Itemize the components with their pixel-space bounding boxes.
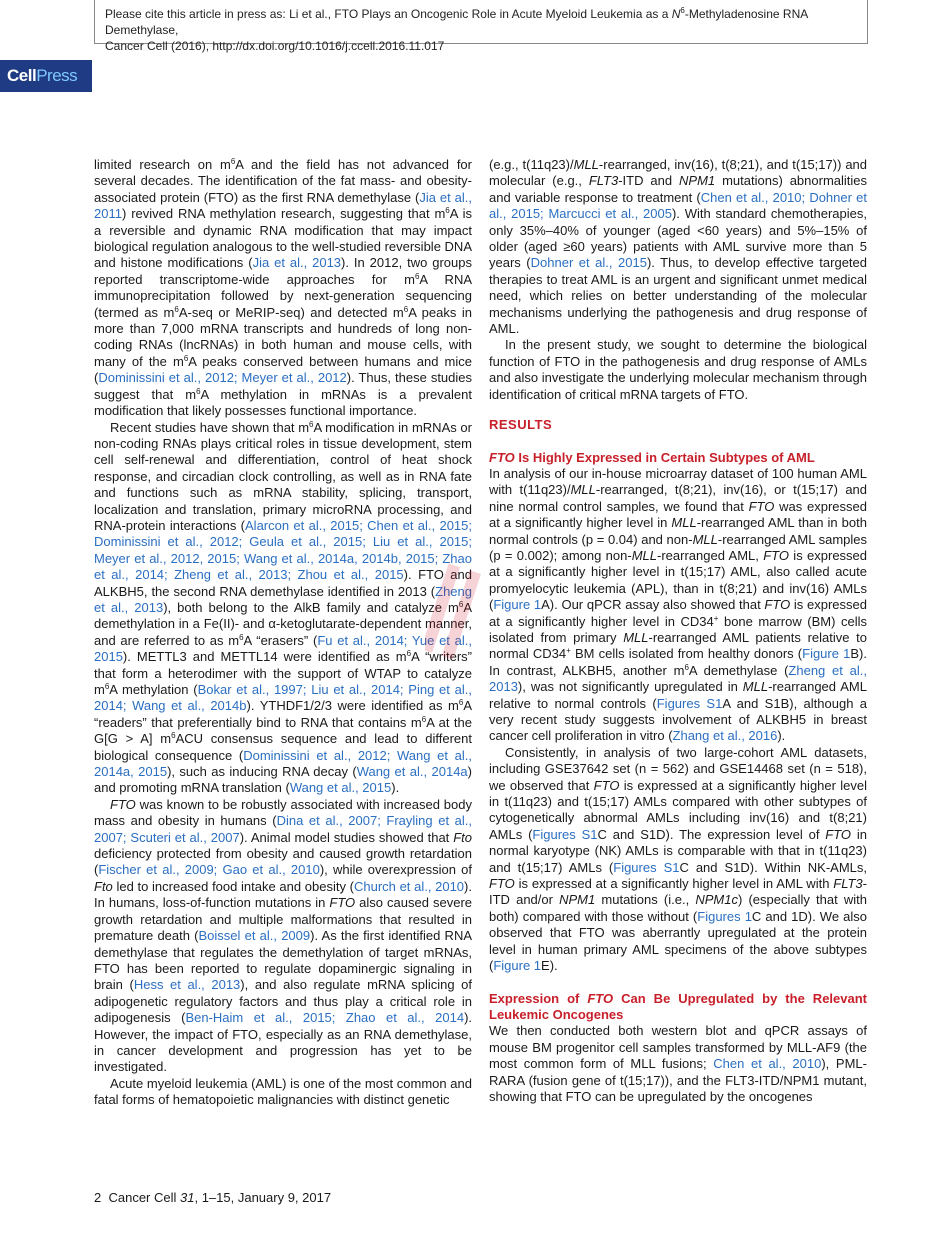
subsection-heading-1-italic: FTO bbox=[489, 449, 515, 465]
paragraph: FTO was known to be robustly associated with increased body mass and obesity in humans (Dina et al., 2007; Frayling et al., 2007; Scuteri et al., 2007). Animal model studies showed that Fto deficiency protected from obesity and caused growth retardation (Fischer et al., 2009; Gao et al., 2010), while overexpression of Fto led to increased food intake and obesity (Church et al., 2010). In humans, loss-of-function mutations in FTO also caused severe growth retardation and multiple malformations that resulted in premature death (Boissel et al., 2009). As the first identified RNA demethylase that regulates the demethylation of target mRNAs, FTO has been reported to regulate dopaminergic signaling in brain (Hess et al., 2013), and also regulate mRNA splicing of adipogenetic regulatory factors and thus play a critical role in adipogenesis (Ben-Haim et al., 2015; Zhao et al., 2014). However, the impact of FTO, especially as an RNA demethylase, in cancer development and progression has yet to be investigated. bbox=[94, 796, 473, 1075]
citation-link[interactable]: Chen et al., 2010 bbox=[713, 1056, 822, 1072]
paragraph: Recent studies have shown that $m^6A$ modification in mRNAs or non-coding RNAs plays critical roles in tissue development, stem cell self-renewal and differentiation, control of heat shock response, and circadian clock controlling, as well as in RNA fate and functions such as mRNA stability, splicing, transport, localization and translation, primary microRNA processing, and RNA-protein interactions (Alarcon et al., 2015; Chen et al., 2015; Dominissini et al., 2012; Geula et al., 2015; Liu et al., 2015; Meyer et al., 2012, 2015; Wang et al., 2014a, 2014b, 2015; Zhao et al., 2014; Zheng et al., 2013; Zhou et al., 2015). FTO and ALKBH5, the second RNA demethylase identified in 2013 (Zheng et al., 2013), both belong to the AlkB family and catalyze $m^6A$ demethylation in a Fe(II)- and α-ketoglutarate-dependent manner, and are referred to as $m^6A$ “erasers” (Fu et al., 2014; Yue et al., 2015). METTL3 and METTL14 were identified as $m^6A$ “writers” that form a heterodimer with the support of WTAP to catalyze $m^6A$ methylation (Bokar et al., 1997; Liu et al., 2014; Ping et al., 2014; Wang et al., 2014b). YTHDF1/2/3 were identified as $m^6A$ “readers” that preferentially bind to RNA that contains $m^6A$ at the G[G > A] $m^6ACU$ consensus sequence and lead to different biological consequence (Dominissini et al., 2012; Wang et al., 2014a, 2015), such as inducing RNA decay (Wang et al., 2014a) and promoting mRNA translation (Wang et al., 2015). bbox=[94, 419, 473, 796]
paragraph: Consistently, in analysis of two large-cohort AML datasets, including GSE37642 set (n = 562) and GSE14468 set (n = 518), we observed that FTO is expressed at a significantly higher level in t(11q23) and t(15;17) AMLs compared with other subtypes of cytogenetically abnormal AMLs including inv(16) and t(8;21) AMLs (Figures S1C and S1D). The expression level of FTO in normal karyotype (NK) AMLs is comparable with that in t(11q23) and t(15;17) AMLs (Figures S1C and S1D). Within NK-AMLs, FTO is expressed at a significantly higher level in AML with FLT3-ITD and/or NPM1 mutations (i.e., NPM1c) (especially that with both) compared with those without (Figures 1C and 1D). We also observed that FTO was aberrantly upregulated at the protein level in human primary AML specimens of the above subtypes (Figure 1E). bbox=[489, 744, 868, 974]
citation-link[interactable]: Zhang et al., 2016 bbox=[672, 728, 778, 744]
citation-suffix: -Methyladenosine RNA Demethylase, bbox=[105, 7, 808, 37]
cellpress-logo bbox=[0, 60, 92, 92]
figure-link[interactable]: Figures S1 bbox=[656, 695, 723, 711]
page-header bbox=[0, 0, 950, 92]
citation-link[interactable]: Jia et al., 2013 bbox=[252, 255, 342, 271]
citation-link[interactable]: Zheng et al., 2013 bbox=[489, 662, 867, 695]
citation-link[interactable]: Chen et al., 2010; Dohner et al., 2015; Marcucci et al., 2005 bbox=[489, 189, 867, 222]
spacer bbox=[489, 975, 867, 991]
logo-cell-text: Cell bbox=[7, 66, 37, 85]
subsection-heading-2-text-b: Can Be Upregulated by the Relevant Leukemic Oncogenes bbox=[489, 990, 867, 1022]
paragraph: Acute myeloid leukemia (AML) is one of the most common and fatal forms of hematopoietic malignancies with distinct genetic bbox=[94, 1075, 472, 1108]
citation-link[interactable]: Zheng et al., 2013 bbox=[94, 583, 472, 615]
results-heading: RESULTS bbox=[489, 417, 553, 433]
citation-link[interactable]: Bokar et al., 1997; Liu et al., 2014; Ping et al., 2014; Wang et al., 2014b bbox=[94, 682, 472, 714]
figure-link[interactable]: Figures S1 bbox=[532, 826, 598, 842]
figure-link[interactable]: Figures 1 bbox=[697, 908, 752, 924]
citation-link[interactable]: Dina et al., 2007; Frayling et al., 2007; Scuteri et al., 2007 bbox=[94, 813, 472, 845]
journal-issue-date: , 1–15, January 9, 2017 bbox=[194, 1190, 332, 1205]
citation-line-2: Cancer Cell (2016), http://dx.doi.org/10.1016/j.ccell.2016.11.017 bbox=[105, 39, 445, 53]
logo-press-text: Press bbox=[36, 66, 78, 85]
left-column bbox=[94, 157, 472, 1109]
subsection-heading-2 bbox=[489, 991, 867, 1024]
figure-link[interactable]: Figure 1 bbox=[802, 646, 851, 662]
citation-link[interactable]: Fischer et al., 2009; Gao et al., 2010 bbox=[98, 862, 320, 878]
figure-link[interactable]: Figure 1 bbox=[493, 597, 542, 613]
citation-link[interactable]: Dominissini et al., 2012; Wang et al., 2014a, 2015 bbox=[94, 747, 472, 780]
page-footer bbox=[94, 1190, 331, 1205]
subsection-heading-1 bbox=[489, 450, 867, 466]
citation-link[interactable]: Wang et al., 2015 bbox=[289, 780, 392, 796]
journal-name: Cancer Cell bbox=[108, 1190, 180, 1205]
citation-notice bbox=[94, 0, 868, 53]
citation-link[interactable]: Fu et al., 2014; Yue et al., 2015 bbox=[94, 632, 472, 665]
citation-link[interactable]: Wang et al., 2014a bbox=[356, 764, 468, 780]
paragraph: (e.g., t(11q23)/MLL-rearranged, inv(16), t(8;21), and t(15;17)) and molecular (e.g., FLT3-ITD and NPM1 mutations) abnormalities and variable response to treatment (Chen et al., 2010; Dohner et al., 2015; Marcucci et al., 2005). With standard chemotherapies, only 35%–40% of younger (aged <60 years) and 5%–15% of older (aged ≥60 years) patients with AML survive more than 5 years (Dohner et al., 2015). Thus, to develop effective targeted therapies to treat AML is an urgent and significant unmet medical need, which relies on better understanding of the molecular mechanisms underlying the pathogenesis and drug response of AML. bbox=[489, 157, 868, 337]
citation-link[interactable]: Dohner et al., 2015 bbox=[530, 255, 647, 271]
citation-link[interactable]: Boissel et al., 2009 bbox=[198, 928, 311, 944]
figure-link[interactable]: Figures S1 bbox=[613, 859, 680, 875]
page-number: 2 bbox=[94, 1190, 102, 1205]
paragraph: In the present study, we sought to determine the biological function of FTO in the pathogenesis and drug response of AMLs and also investigate the underlying molecular mechanism through identification of critical mRNA targets of FTO. bbox=[489, 337, 867, 402]
paragraph: limited research on $m^6A$ and the field has not advanced for several decades. The identification of the fat mass- and obesity-associated protein (FTO) as the first RNA demethylase (Jia et al., 2011) revived RNA methylation research, suggesting that $m^6A$ is a reversible and dynamic RNA modification that may impact biological regulation analogous to the well-studied reversible DNA and histone modifications (Jia et al., 2013). In 2012, two groups reported transcriptome-wide approaches for $m^6A$ RNA immunoprecipitation followed by next-generation sequencing (termed as $m^6A$-seq or MeRIP-seq) and detected $m^6A$ peaks in more than 7,000 mRNA transcripts and hundreds of long non-coding RNAs (lncRNAs) in both human and mouse cells, with many of the $m^6A$ peaks conserved between humans and mice (Dominissini et al., 2012; Meyer et al., 2012). Thus, these studies suggest that $m^6A$ methylation in mRNAs is a prevalent modification that likely possesses functional importance. bbox=[94, 157, 473, 419]
journal-volume: 31 bbox=[180, 1190, 195, 1205]
citation-link[interactable]: Church et al., 2010 bbox=[353, 878, 465, 894]
citation-link[interactable]: Jia et al., 2011 bbox=[94, 189, 472, 222]
subsection-heading-2-italic: FTO bbox=[587, 990, 614, 1006]
right-column bbox=[489, 157, 867, 1105]
citation-link[interactable]: Alarcon et al., 2015; Chen et al., 2015; Dominissini et al., 2012; Geula et al., 2015; Liu et al., 2015; Meyer et al., 2012, 2015; Wang et al., 2014a, 2014b, 2015; Zhao et al., 2014; Zheng et al., 2013; Zhou et al., 2015 bbox=[94, 517, 472, 583]
citation-link[interactable]: Ben-Haim et al., 2015; Zhao et al., 2014 bbox=[185, 1010, 465, 1026]
paragraph: We then conducted both western blot and qPCR assays of mouse BM progenitor cell samples transformed by MLL-AF9 (the most common form of MLL fusions; Chen et al., 2010), PML-RARA (fusion gene of t(15;17)), and the FLT3-ITD/NPM1 mutant, showing that FTO can be upregulated by the oncogenes bbox=[489, 1023, 867, 1104]
citation-six: 6 bbox=[680, 6, 685, 15]
citation-n: N bbox=[671, 7, 681, 21]
citation-line-1 bbox=[105, 6, 857, 38]
subsection-heading-2-text-a: Expression of bbox=[489, 990, 588, 1006]
figure-link[interactable]: Figure 1 bbox=[493, 958, 542, 974]
citation-link[interactable]: Hess et al., 2013 bbox=[133, 977, 241, 993]
citation-link[interactable]: Dominissini et al., 2012; Meyer et al., 2012 bbox=[98, 370, 347, 386]
paragraph: In analysis of our in-house microarray dataset of 100 human AML with t(11q23)/MLL-rearranged, t(8;21), inv(16), or t(15;17) and nine normal control samples, we found that FTO was expressed at a significantly higher level in MLL-rearranged AML than in both normal controls (p = 0.04) and non-MLL-rearranged AML samples (p = 0.002); among non-MLL-rearranged AML, FTO is expressed at a significantly higher level in t(15;17) AML, also called acute promyelocytic leukemia (APL), than in t(8;21) and inv(16) AMLs (Figure 1A). Our qPCR assay also showed that FTO is expressed at a significantly higher level in CD34+ bone marrow (BM) cells isolated from primary MLL-rearranged AML patients relative to normal CD34+ BM cells isolated from healthy donors (Figure 1B). In contrast, ALKBH5, another $m^6A$ demethylase (Zheng et al., 2013), was not significantly upregulated in MLL-rearranged AML relative to normal controls (Figures S1A and S1B), although a very recent study suggests involvement of ALKBH5 in breast cancer cell proliferation in vitro (Zhang et al., 2016). bbox=[489, 465, 868, 744]
subsection-heading-1-text: Is Highly Expressed in Certain Subtypes of AML bbox=[514, 449, 815, 465]
citation-text: Please cite this article in press as: Li et al., FTO Plays an Oncogenic Role in Acute Myeloid Leukemia as a bbox=[105, 7, 672, 21]
